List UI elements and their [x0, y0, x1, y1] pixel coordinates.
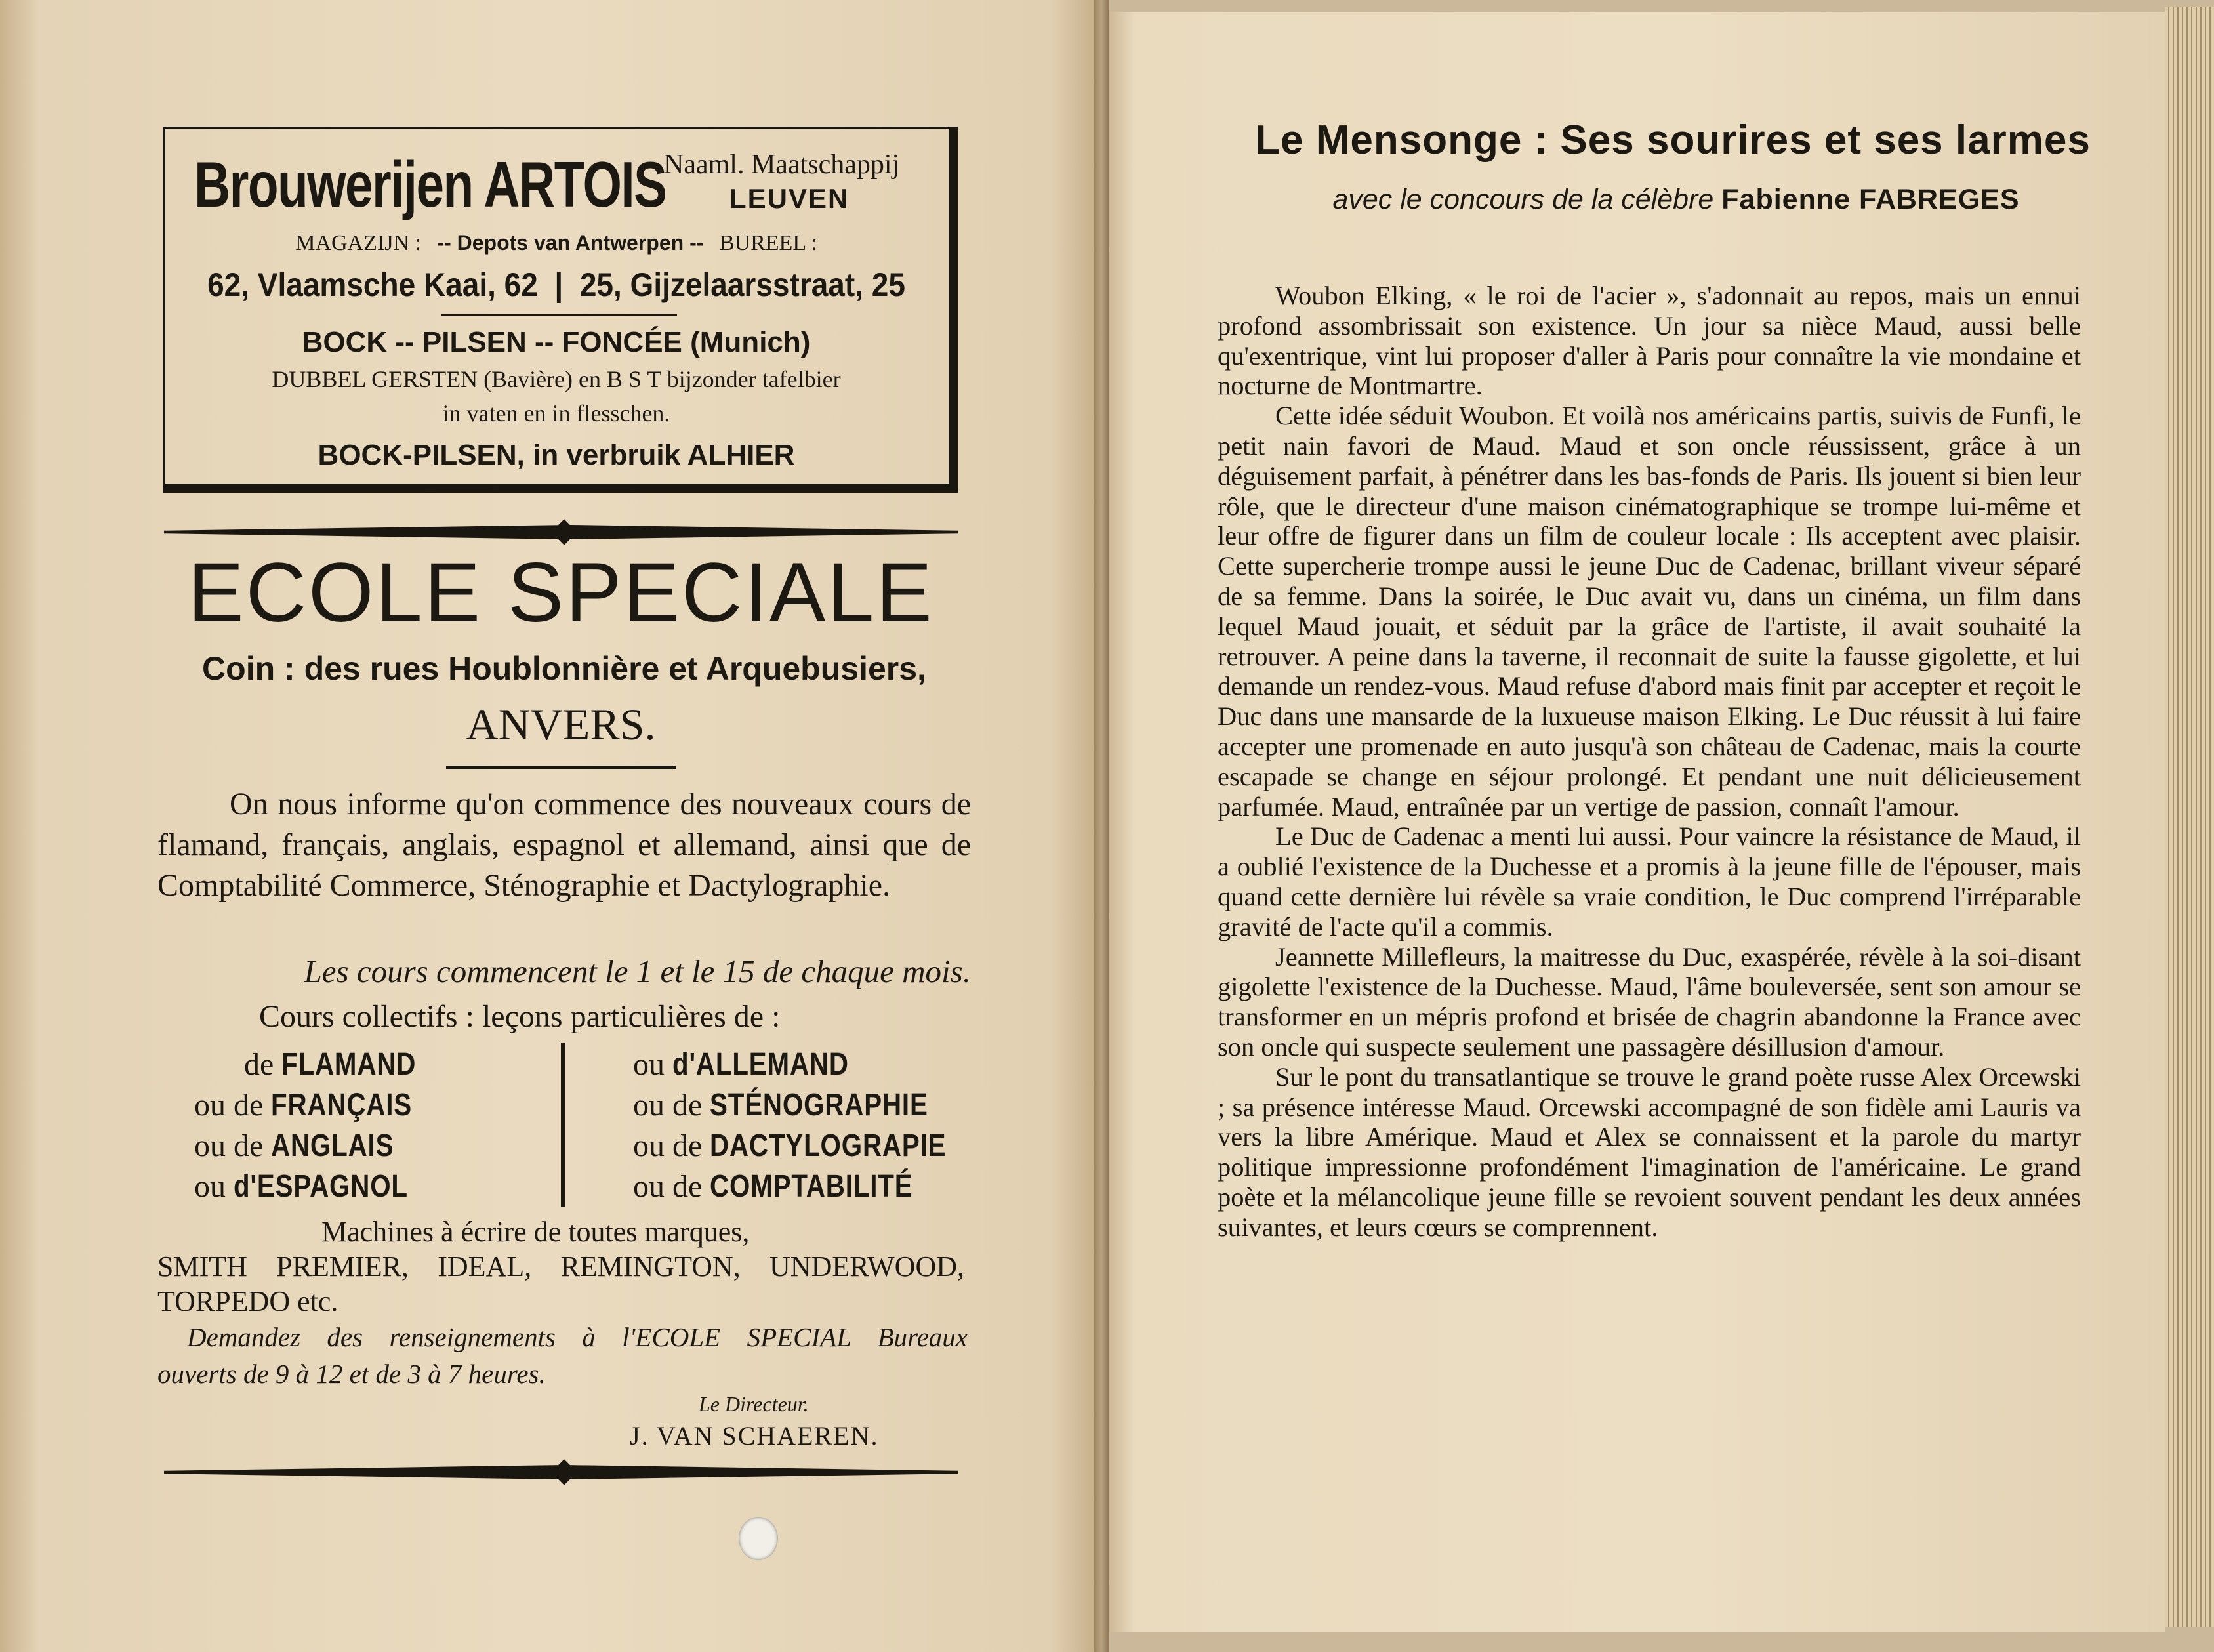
ornament-diamond	[551, 519, 577, 545]
course-left-item: ou de FRANÇAIS	[194, 1088, 413, 1123]
film-star: Fabienne FABREGES	[1721, 184, 2020, 215]
brewery-advertisement	[163, 127, 958, 493]
company-type: Naaml. Maatschappij	[664, 150, 900, 180]
course-right-item: ou de COMPTABILITÉ	[633, 1169, 913, 1204]
info-request: Demandez des renseignements à l'ECOLE SPECIAL Bureaux	[187, 1322, 968, 1352]
right-page	[1109, 12, 2165, 1632]
school-city: ANVERS.	[466, 699, 656, 749]
beer-description: DUBBEL GERSTEN (Bavière) en B S T bijzonder tafelbier	[272, 366, 841, 392]
local-consumption: BOCK-PILSEN, in verbruik ALHIER	[318, 439, 795, 471]
course-left-item: ou de ANGLAIS	[194, 1128, 394, 1163]
ornament-diamond	[551, 1459, 577, 1485]
film-title: Le Mensonge : Ses sourires et ses larmes	[1255, 117, 2091, 163]
synopsis-paragraph: Le Duc de Cadenac a menti lui aussi. Pour vaincre la résistance de Maud, il a oublié l'existence de la Duchesse et a promis à la jeune fille de l'épouser, mais quand cette dernière lui révèle sa vraie condition, le Duc comprend l'irréparable gravité de l'acte qu'il a commis.	[1218, 821, 2081, 941]
school-name: ECOLE SPECIALE	[188, 546, 934, 640]
film-synopsis	[1218, 281, 2081, 1243]
office-hours: ouverts de 9 à 12 et de 3 à 7 heures.	[157, 1359, 546, 1389]
left-page	[0, 0, 1094, 1652]
beer-types: BOCK -- PILSEN -- FONCÉE (Munich)	[302, 326, 811, 358]
course-left-item: ou d'ESPAGNOL	[194, 1169, 408, 1204]
synopsis-paragraph: Sur le pont du transatlantique se trouve le grand poète russe Alex Orcewski ; sa présence intéresse Maud. Orcewski accompagné de son fidèle ami Lauris va vers la libre Amérique. Maud et Alex se connaissent et la parole du martyr politique impressionne profondément l'imagination de l'américaine. Le grand poète et la mélancolique jeune fille se revoient souvent pendant les deux années suivantes, et leurs cœurs se comprennent.	[1218, 1062, 2081, 1242]
divider	[441, 314, 677, 316]
synopsis-paragraph: Cette idée séduit Woubon. Et voilà nos américains partis, suivis de Funfi, le petit nain favori de Maud. Maud et son oncle réussissent, grâce à un déguisement parfait, à pénétrer dans les bas-fonds de Paris. Ils jouent si bien leur rôle, que le directeur d'une maison cinématographique se trompe lui-même et leur offre de figurer dans un film de couleur locale : Ils acceptent avec plaisir. Cette supercherie trompe aussi le jeune Duc de Cadenac, brillant viveur séparé de sa femme. Dans la soirée, le Duc avait vu, dans un cinéma, un film dans lequel Maud jouait, et séduit par la grâce de l'artiste, il avait souhaité la retrouver. A peine dans la taverne, il reconnait de suite la fausse gigolette, et lui demande un rendez-vous. Maud refuse d'abord mais finit par accepter et reçoit le Duc dans une mansarde de la luxueuse maison Elking. Le Duc réussit à lui faire accepter une promenade en auto jusqu'à son château de Cadenac, mais la courte escapade se change en séjour prolongé. Et pendant une nuit délicieusement parfumée. Maud, entraînée par un vertige de passion, connaît l'amour.	[1218, 401, 2081, 821]
book-spine	[1094, 0, 1109, 1652]
depot-label-antwerp: -- Depots van Antwerpen --	[437, 231, 704, 255]
course-right-item: ou de DACTYLOGRAPIE	[633, 1128, 947, 1163]
lessons-intro: Cours collectifs : leçons particulières de :	[259, 999, 781, 1034]
course-right-item: ou de STÉNOGRAPHIE	[633, 1088, 928, 1123]
director-title: Le Directeur.	[699, 1392, 809, 1416]
column-divider	[561, 1043, 565, 1207]
ornament-rule	[164, 1465, 564, 1479]
page-edges	[2165, 7, 2214, 1627]
course-left-item: de FLAMAND	[244, 1047, 417, 1082]
director-name: J. VAN SCHAEREN.	[630, 1421, 879, 1451]
brewery-name: Brouwerijen ARTOIS	[194, 148, 666, 220]
synopsis-paragraph: Woubon Elking, « le roi de l'acier », s'adonnait au repos, mais un ennui profond assombrissait son existence. Un jour sa nièce Maud, aussi belle qu'exentrique, vint lui proposer d'aller à Paris pour connaître la vie mondaine et nocturne de Montmartre.	[1218, 281, 2081, 401]
school-intro: On nous informe qu'on commence des nouveaux cours de flamand, français, anglais, espagnol et allemand, ainsi que de Comptabilité Commerce, Sténographie et Dactylographie.	[157, 787, 971, 903]
brewery-address: 62, Vlaamsche Kaai, 62 | 25, Gijzelaarsstraat, 25	[207, 266, 905, 303]
depot-label-warehouse: MAGAZIJN :	[295, 231, 421, 255]
typewriter-brands-more: TORPEDO etc.	[157, 1285, 338, 1317]
company-city: LEUVEN	[729, 183, 850, 214]
synopsis-paragraph: Jeannette Millefleurs, la maitresse du Duc, exaspérée, révèle à la soi-disant gigolette l'existence de la Duchesse. Maud, l'âme bouleversée, sent son amour se transformer en un mépris profond et brisée de chagrin abandonne la France avec son oncle qui suspecte seulement une passagère désillusion d'amour.	[1218, 941, 2081, 1062]
typewriters-intro: Machines à écrire de toutes marques,	[321, 1216, 750, 1248]
film-subtitle	[1109, 184, 2165, 216]
typewriter-brands: SMITH PREMIER, IDEAL, REMINGTON, UNDERWOOD,	[157, 1250, 964, 1283]
school-address: Coin : des rues Houblonnière et Arquebusiers,	[202, 650, 926, 687]
ornament-rule	[564, 1465, 958, 1479]
school-schedule: Les cours commencent le 1 et le 15 de chaque mois.	[304, 953, 971, 989]
subtitle-text: avec le concours de la célèbre	[1332, 184, 1714, 215]
course-right-item: ou d'ALLEMAND	[633, 1047, 849, 1082]
ornament-rule	[571, 525, 958, 539]
divider	[446, 766, 676, 769]
depot-label-office: BUREEL :	[719, 231, 817, 255]
punch-hole	[739, 1517, 778, 1560]
beer-packaging: in vaten en in flesschen.	[442, 400, 670, 426]
depot-line	[165, 231, 947, 256]
ornament-rule	[164, 525, 571, 539]
